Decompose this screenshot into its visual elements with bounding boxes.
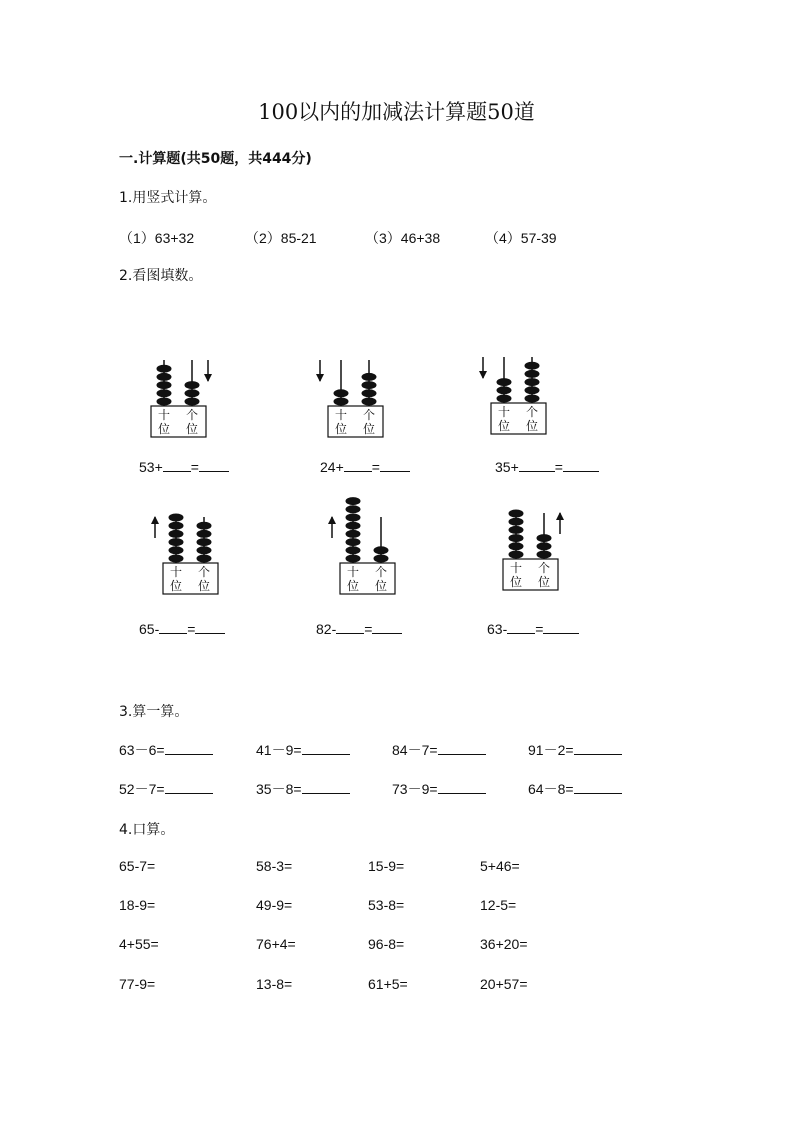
tens-bead [157,365,172,373]
q3-item [392,779,486,799]
ones-label: 个 [374,565,388,579]
ones-bead [362,389,377,397]
answer-blank[interactable] [438,781,486,794]
q3-item [528,779,622,799]
tens-label: 位 [346,579,360,593]
q4-item: 13-8= [256,976,293,992]
q4-item: 61+5= [368,976,408,992]
q3-heading: 3.算一算。 [119,704,189,720]
ones-bead [374,555,389,563]
ones-label: 位 [525,419,539,433]
arrow-down-icon [479,371,487,379]
tens-bead [346,555,361,563]
answer-blank[interactable] [372,621,402,634]
tens-bead [334,389,349,397]
tens-label: 十 [346,565,360,579]
q2-heading: 2.看图填数。 [119,268,203,284]
arrow-up-icon [328,516,336,524]
abacus-equation [316,621,402,637]
q3-item [256,740,350,760]
abacus-equation [139,459,229,475]
tens-bead [334,398,349,406]
q3-item [392,740,486,760]
answer-blank[interactable] [163,459,191,472]
ones-bead [525,386,540,394]
ones-label: 个 [185,408,199,422]
equation-prefix: 35+ [495,459,519,475]
tens-bead [497,386,512,394]
answer-blank[interactable] [199,459,229,472]
equation-prefix: 24+ [320,459,344,475]
ones-bead [537,551,552,559]
q4-item: 5+46= [480,858,520,874]
q3-expression: 52－7= [119,781,165,797]
ones-bead [525,378,540,386]
q1-item: （2）85-21 [245,230,317,246]
q1-heading: 1.用竖式计算。 [119,190,217,206]
tens-bead [169,555,184,563]
ones-bead [525,362,540,370]
tens-label: 位 [157,422,171,436]
tens-bead [169,538,184,546]
answer-blank[interactable] [336,621,364,634]
tens-bead [509,534,524,542]
arrow-up-icon [556,512,564,520]
tens-bead [169,514,184,522]
ones-bead [197,555,212,563]
ones-label: 位 [197,579,211,593]
answer-blank[interactable] [344,459,372,472]
q4-item: 53-8= [368,897,405,913]
ones-bead [525,370,540,378]
ones-label: 位 [537,575,551,589]
q3-expression: 35－8= [256,781,302,797]
tens-label: 十 [334,408,348,422]
q1-item: （3）46+38 [365,230,441,246]
tens-bead [497,395,512,403]
tens-bead [157,381,172,389]
abacus-equation [487,621,579,637]
ones-label: 个 [197,565,211,579]
answer-blank[interactable] [165,742,213,755]
q1-item: （4）57-39 [485,230,557,246]
equation-prefix: 53+ [139,459,163,475]
tens-bead [169,546,184,554]
q4-item: 18-9= [119,897,156,913]
answer-blank[interactable] [195,621,225,634]
q4-item: 20+57= [480,976,528,992]
page-title: 100以内的加减法计算题50道 [258,100,535,124]
ones-bead [185,389,200,397]
ones-bead [185,398,200,406]
tens-bead [346,505,361,513]
tens-bead [157,373,172,381]
q3-expression: 84－7= [392,742,438,758]
tens-label: 十 [169,565,183,579]
answer-blank[interactable] [543,621,579,634]
equation-prefix: 65- [139,621,160,637]
ones-bead [374,546,389,554]
q4-item: 96-8= [368,936,405,952]
q4-item: 58-3= [256,858,293,874]
equals-sign: = [371,459,380,475]
equation-prefix: 82- [316,621,337,637]
ones-bead [197,522,212,530]
q3-item [528,740,622,760]
q3-item [256,779,350,799]
ones-bead [197,546,212,554]
answer-blank[interactable] [165,781,213,794]
tens-label: 十 [157,408,171,422]
tens-label: 十 [497,405,511,419]
tens-bead [509,518,524,526]
tens-bead [346,546,361,554]
ones-label: 个 [362,408,376,422]
arrow-down-icon [316,374,324,382]
ones-label: 位 [362,422,376,436]
q4-item: 15-9= [368,858,405,874]
tens-bead [346,522,361,530]
ones-bead [525,395,540,403]
answer-blank[interactable] [574,742,622,755]
tens-bead [509,551,524,559]
tens-bead [346,530,361,538]
equals-sign: = [364,621,373,637]
q3-expression: 91－2= [528,742,574,758]
q4-item: 36+20= [480,936,528,952]
answer-blank[interactable] [438,742,486,755]
tens-label: 十 [509,561,523,575]
answer-blank[interactable] [563,459,599,472]
q4-item: 77-9= [119,976,156,992]
abacus-equation [139,621,225,637]
q4-item: 65-7= [119,858,156,874]
q4-item: 76+4= [256,936,296,952]
tens-label: 位 [169,579,183,593]
answer-blank[interactable] [507,621,535,634]
tens-bead [169,530,184,538]
ones-bead [185,381,200,389]
q3-item [119,740,213,760]
ones-bead [197,530,212,538]
answer-blank[interactable] [302,781,350,794]
tens-label: 位 [509,575,523,589]
q3-expression: 41－9= [256,742,302,758]
tens-label: 位 [334,422,348,436]
ones-label: 位 [374,579,388,593]
tens-bead [346,514,361,522]
q3-expression: 63－6= [119,742,165,758]
tens-bead [509,526,524,534]
tens-bead [497,378,512,386]
tens-bead [346,497,361,505]
q3-expression: 73－9= [392,781,438,797]
abacus-equation [495,459,599,475]
ones-label: 位 [185,422,199,436]
q4-item: 49-9= [256,897,293,913]
answer-blank[interactable] [159,621,187,634]
ones-label: 个 [525,405,539,419]
arrow-up-icon [151,516,159,524]
q3-item [119,779,213,799]
equals-sign: = [190,459,199,475]
equals-sign: = [535,621,544,637]
ones-bead [537,534,552,542]
tens-bead [509,542,524,550]
answer-blank[interactable] [519,459,555,472]
answer-blank[interactable] [574,781,622,794]
q1-item: （1）63+32 [119,230,195,246]
abacus-equation [320,459,410,475]
equals-sign: = [187,621,196,637]
answer-blank[interactable] [302,742,350,755]
q4-item: 4+55= [119,936,159,952]
ones-bead [537,542,552,550]
tens-bead [509,510,524,518]
equals-sign: = [554,459,563,475]
q4-item: 12-5= [480,897,517,913]
tens-bead [157,389,172,397]
tens-bead [157,398,172,406]
section-heading: 一.计算题(共50题，共444分) [119,151,312,167]
answer-blank[interactable] [380,459,410,472]
q3-expression: 64－8= [528,781,574,797]
tens-label: 位 [497,419,511,433]
tens-bead [169,522,184,530]
arrow-down-icon [204,374,212,382]
ones-bead [362,381,377,389]
ones-bead [362,398,377,406]
q4-heading: 4.口算。 [119,822,175,838]
ones-label: 个 [537,561,551,575]
ones-bead [197,538,212,546]
tens-bead [346,538,361,546]
ones-bead [362,373,377,381]
equation-prefix: 63- [487,621,508,637]
